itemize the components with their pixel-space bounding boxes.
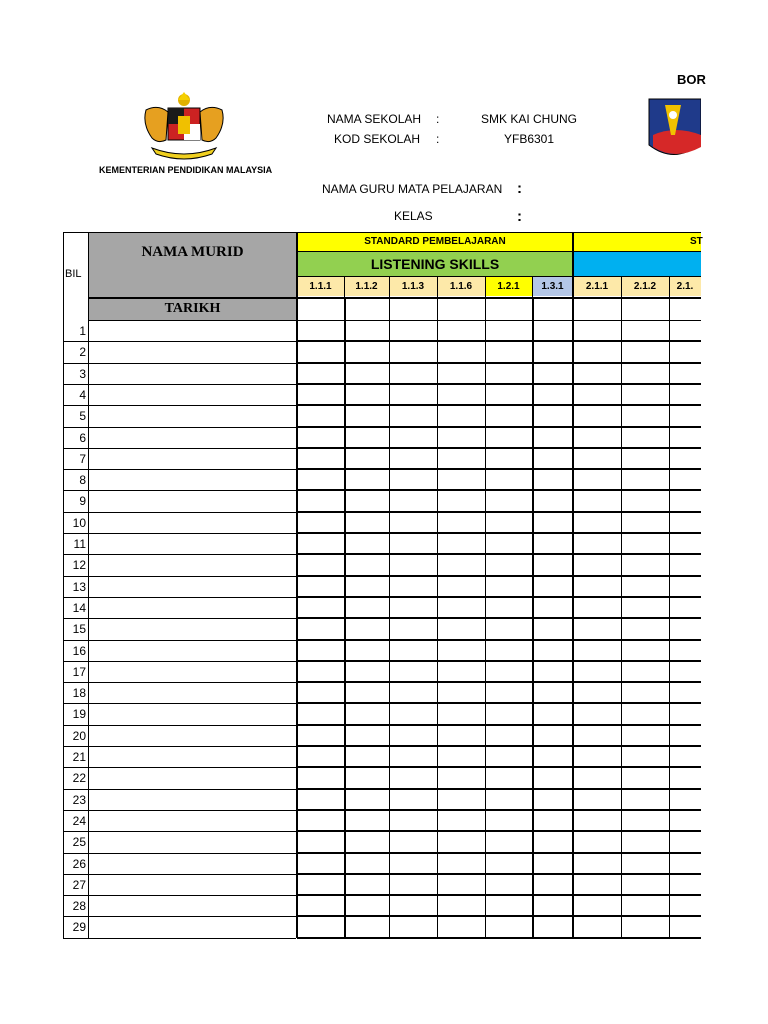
row-number: 23	[72, 792, 86, 807]
grid-line-horizontal	[88, 320, 701, 321]
school-code-colon: :	[436, 132, 440, 146]
grid-line-horizontal	[63, 576, 296, 577]
row-number: 1	[79, 324, 86, 338]
row-number: 7	[79, 451, 86, 466]
standard-code-2: 1.1.2	[344, 277, 389, 296]
school-code-label: KOD SEKOLAH	[334, 132, 421, 146]
grid-line-horizontal	[63, 232, 701, 233]
corner-text: BOR	[677, 72, 706, 87]
skill-label: LISTENING SKILLS	[370, 256, 500, 272]
grid-line-horizontal	[63, 427, 296, 428]
grid-line-horizontal	[297, 553, 701, 555]
grid-line-horizontal	[63, 682, 296, 683]
grid-line-horizontal	[297, 511, 701, 513]
row-number: 25	[72, 835, 86, 850]
skill-band-2	[573, 252, 701, 276]
grid-line-horizontal	[297, 596, 701, 598]
row-number: 28	[72, 899, 86, 914]
standard-code-4: 1.1.6	[437, 277, 485, 296]
row-number: 26	[72, 856, 86, 871]
grid-line-horizontal	[297, 617, 701, 619]
grid-line-horizontal	[297, 251, 701, 252]
grid-line-horizontal	[297, 276, 701, 277]
grid-line-horizontal	[297, 788, 701, 790]
grid-line-horizontal	[63, 554, 296, 555]
grid-line-horizontal	[63, 810, 296, 811]
grid-line-horizontal	[297, 340, 701, 342]
grid-line-horizontal	[63, 405, 296, 406]
class-colon: :	[517, 208, 522, 225]
grid-line-horizontal	[63, 938, 296, 939]
row-number: 29	[72, 920, 86, 935]
row-number: 6	[79, 430, 86, 445]
grid-line-horizontal	[297, 575, 701, 577]
grid-line-horizontal	[63, 767, 296, 768]
grid-line-horizontal	[297, 383, 701, 385]
grid-line-horizontal	[63, 363, 296, 364]
grid-line-vertical	[669, 276, 670, 938]
row-number: 9	[79, 494, 86, 509]
row-number: 3	[79, 366, 86, 381]
school-badge-icon	[645, 95, 701, 161]
row-number: 11	[73, 537, 86, 551]
row-number: 15	[72, 622, 86, 637]
standard-code-1: 1.1.1	[297, 277, 344, 296]
grid-line-horizontal	[63, 448, 296, 449]
standard-code-5: 1.2.1	[485, 277, 532, 296]
grid-line-horizontal	[297, 766, 701, 768]
name-header-cell	[89, 233, 296, 297]
grid-line-horizontal	[63, 640, 296, 641]
row-number: 13	[72, 579, 86, 594]
standard-label: STANDARD PEMBELAJARAN	[364, 236, 506, 247]
row-number: 16	[72, 643, 86, 658]
row-number: 10	[72, 515, 86, 530]
standard-band-2	[573, 233, 701, 251]
grid-line-horizontal	[63, 341, 296, 342]
grid-line-horizontal	[88, 297, 701, 299]
row-number: 17	[72, 664, 86, 679]
school-name-colon: :	[436, 112, 440, 126]
grid-line-horizontal	[63, 490, 296, 491]
grid-line-horizontal	[297, 639, 701, 641]
grid-line-horizontal	[297, 745, 701, 747]
grid-line-horizontal	[297, 362, 701, 364]
row-number: 2	[79, 345, 86, 360]
bil-header: BIL	[65, 268, 82, 280]
standard-code-7: 2.1.1	[573, 277, 621, 296]
row-number: 20	[72, 728, 86, 743]
row-number: 22	[72, 771, 86, 786]
grid-line-horizontal	[63, 384, 296, 385]
grid-line-horizontal	[63, 512, 296, 513]
grid-line-horizontal	[63, 746, 296, 747]
grid-line-horizontal	[63, 661, 296, 662]
grid-line-horizontal	[63, 618, 296, 619]
grid-line-horizontal	[63, 533, 296, 534]
grid-line-horizontal	[297, 702, 701, 704]
school-name-label: NAMA SEKOLAH	[327, 112, 422, 126]
name-header: NAMA MURID	[141, 244, 244, 260]
row-number: 24	[72, 813, 86, 828]
grid-line-horizontal	[63, 789, 296, 790]
grid-line-horizontal	[297, 660, 701, 662]
standard-code-6: 1.3.1	[532, 277, 573, 296]
row-number: 18	[72, 686, 86, 701]
teacher-label: NAMA GURU MATA PELAJARAN	[322, 182, 503, 196]
teacher-colon: :	[517, 180, 522, 197]
grid-line-horizontal	[63, 831, 296, 832]
class-label: KELAS	[394, 209, 433, 223]
grid-line-horizontal	[297, 447, 701, 449]
grid-line-horizontal	[297, 852, 701, 854]
grid-line-vertical	[485, 276, 486, 938]
grid-line-horizontal	[63, 469, 296, 470]
grid-line-horizontal	[297, 873, 701, 875]
grid-line-horizontal	[297, 468, 701, 470]
standard-code-9: 2.1.	[669, 277, 701, 296]
grid-line-horizontal	[297, 404, 701, 406]
grid-line-horizontal	[63, 703, 296, 704]
grid-line-vertical	[389, 276, 390, 938]
grid-line-vertical	[621, 276, 622, 938]
grid-line-horizontal	[297, 894, 701, 896]
grid-line-horizontal	[63, 853, 296, 854]
grid-line-horizontal	[297, 830, 701, 832]
grid-line-horizontal	[63, 874, 296, 875]
standard-code-8: 2.1.2	[621, 277, 669, 296]
standard-label-2: ST	[690, 236, 703, 247]
grid-line-horizontal	[63, 725, 296, 726]
grid-line-vertical	[437, 276, 438, 938]
ministry-name: KEMENTERIAN PENDIDIKAN MALAYSIA	[99, 165, 273, 175]
row-number: 21	[72, 750, 86, 764]
grid-line-horizontal	[297, 809, 701, 811]
standard-code-3: 1.1.3	[389, 277, 437, 296]
date-header: TARIKH	[164, 301, 221, 316]
row-number: 19	[72, 707, 86, 722]
grid-line-horizontal	[297, 915, 701, 917]
school-name-value: SMK KAI CHUNG	[481, 112, 578, 126]
grid-line-horizontal	[297, 426, 701, 428]
row-number: 14	[72, 600, 86, 615]
grid-line-horizontal	[63, 916, 296, 917]
grid-line-horizontal	[297, 532, 701, 534]
grid-line-horizontal	[297, 724, 701, 726]
row-number: 5	[79, 409, 86, 424]
row-number: 8	[79, 473, 86, 488]
row-number: 12	[72, 558, 86, 573]
grid-line-horizontal	[297, 681, 701, 683]
row-number: 4	[79, 387, 86, 402]
grid-line-horizontal	[297, 489, 701, 491]
row-number: 27	[72, 877, 86, 892]
grid-line-horizontal	[63, 895, 296, 896]
ministry-crest-icon	[138, 90, 230, 162]
grid-line-horizontal	[297, 937, 701, 939]
grid-line-horizontal	[63, 597, 296, 598]
school-code-value: YFB6301	[504, 132, 555, 146]
